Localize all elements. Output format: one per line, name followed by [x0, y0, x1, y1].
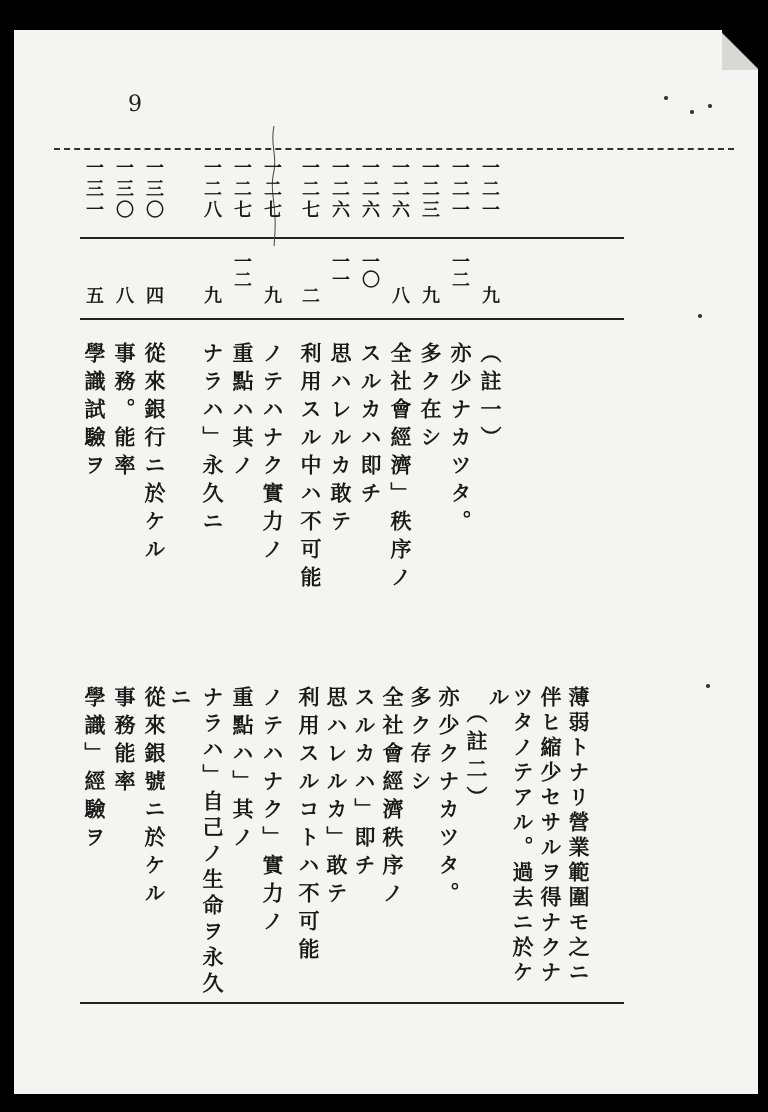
page-num-cell: 一二六 — [389, 158, 410, 221]
errata-text: 事務。能率 — [112, 342, 137, 482]
correction-text: 多ク存シ — [408, 686, 433, 798]
correction-text: ツタノテアル。過去ニ於ケ — [510, 686, 535, 986]
speck — [664, 96, 668, 100]
correction-text: 事務能率 — [112, 686, 137, 798]
page-num-cell: 一二七 — [261, 158, 282, 221]
line-num-cell: 二 — [299, 286, 320, 304]
errata-text: 學識試驗ヲ — [82, 342, 107, 482]
errata-text: 全社會經濟」秩序ノ — [388, 342, 413, 594]
errata-text: 思ハレルカ敢テ — [328, 342, 353, 538]
correction-text: スルカハ」即チ — [352, 686, 377, 882]
line-num-cell: 一二 — [449, 252, 470, 288]
correction-text: 亦少クナカツタ。 — [436, 686, 461, 910]
page-num-cell: 一二一 — [479, 158, 500, 221]
correction-text: （註二） — [464, 702, 489, 814]
speck — [708, 104, 712, 108]
correction-text: 全社會經濟秩序ノ — [380, 686, 405, 910]
errata-text: 多ク在シ — [418, 342, 443, 454]
correction-text: ノテハナク」實力ノ — [260, 686, 285, 938]
speck — [698, 314, 702, 318]
correction-text: 薄弱トナリ營業範圍モ之ニ — [566, 686, 591, 986]
document-page — [14, 30, 758, 1094]
errata-text: （註一） — [478, 342, 503, 454]
line-num-cell: 五 — [83, 286, 104, 304]
line-num-cell: 九 — [479, 286, 500, 304]
errata-text: 重點ハ其ノ — [230, 342, 255, 482]
correction-text: 學識」經驗ヲ — [82, 686, 107, 854]
line-num-cell: 一一 — [329, 252, 350, 288]
bottom-rule — [80, 1002, 624, 1004]
errata-text: 亦少ナカツタ。 — [448, 342, 473, 538]
errata-text: スルカハ即チ — [358, 342, 383, 510]
correction-text: 思ハレルカ」敢テ — [324, 686, 349, 910]
top-rule — [54, 148, 734, 150]
rule-after-page-numbers — [80, 237, 624, 239]
correction-text: ナラハ」自己ノ生命ヲ永久 — [200, 686, 225, 998]
page-num-cell: 一二六 — [329, 158, 350, 221]
page-num-cell: 一二一 — [449, 158, 470, 221]
page-num-cell: 一二三 — [419, 158, 440, 221]
page-num-cell: 一二六 — [359, 158, 380, 221]
page-num-cell: 一三〇 — [113, 158, 134, 221]
page-num-cell: 一三〇 — [143, 158, 164, 221]
line-num-cell: 一二 — [231, 252, 252, 288]
line-num-cell: 一〇 — [359, 252, 380, 288]
rule-after-line-numbers — [80, 318, 624, 320]
page-num-cell: 一三一 — [83, 158, 104, 221]
errata-text: 從來銀行ニ於ケル — [142, 342, 167, 566]
correction-text: ル — [486, 686, 511, 714]
page-num-cell: 一二八 — [201, 158, 222, 221]
correction-text: 重點ハ」其ノ — [230, 686, 255, 854]
line-num-cell: 九 — [419, 286, 440, 304]
page-num-cell: 一二七 — [231, 158, 252, 221]
errata-text: ナラハ」永久ニ — [200, 342, 225, 538]
correction-text: 利用スルコトハ不可能 — [296, 686, 321, 966]
speck — [706, 684, 710, 688]
speck — [690, 110, 694, 114]
errata-text: 利用スル中ハ不可能 — [298, 342, 323, 594]
errata-text: ノテハナク實力ノ — [260, 342, 285, 566]
folded-corner — [722, 30, 758, 70]
correction-text: 從來銀號ニ於ケル — [142, 686, 167, 910]
line-num-cell: 四 — [143, 286, 164, 304]
line-num-cell: 九 — [261, 286, 282, 304]
page-num-cell: 一二七 — [299, 158, 320, 221]
line-num-cell: 八 — [113, 286, 134, 304]
line-num-cell: 八 — [389, 286, 410, 304]
correction-text: ニ — [168, 686, 193, 714]
line-num-cell: 九 — [201, 286, 222, 304]
page-number: 9 — [128, 92, 142, 117]
correction-text: 伴ヒ縮少セサルヲ得ナクナ — [538, 686, 563, 986]
